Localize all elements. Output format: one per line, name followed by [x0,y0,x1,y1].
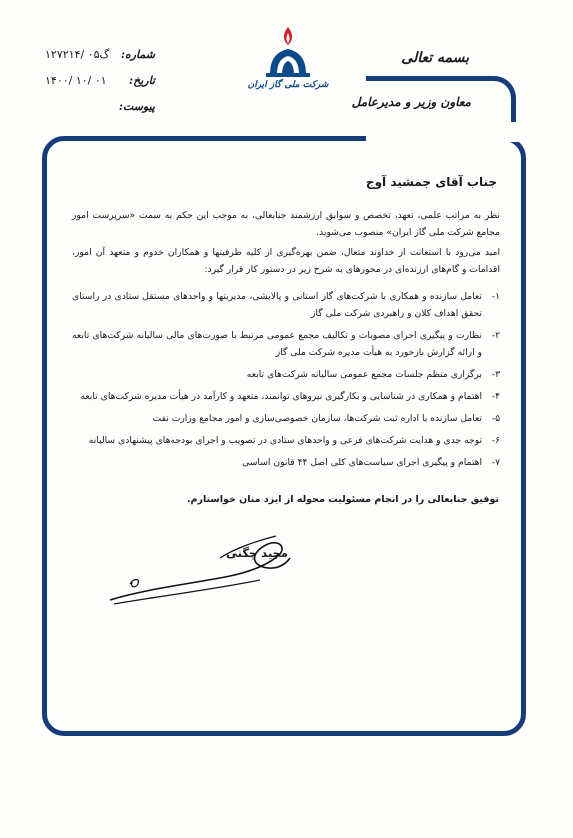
item-text: تعامل سازنده با اداره ثبت شرکت‌ها، سازمان خصوصی‌سازی و امور مجامع وزارت نفت [152,413,482,424]
list-item [72,388,500,405]
number-label: شماره: [120,48,155,61]
list-item [72,366,500,383]
list-item [72,454,500,471]
item-number: ۵- [491,413,500,424]
item-text: توجه جدی و هدایت شرکت‌های فرعی و واحدهای ستادی در تصویب و اجرای بودجه‌های پیشنهادی سالیانه [88,435,482,446]
date-value: ۱۴۰۰/ ۱۰/ ۰۱ [45,74,107,87]
item-text: نظارت و پیگیری اجرای مصوبات و تکالیف مجمع عمومی مرتبط با صورت‌های مالی سالیانه شرکت‌های تابعه و ارائه گزارش بازخورد به هیأت مدیره شرکت ملی گاز [72,330,482,358]
item-number: ۶- [491,435,500,446]
item-number: ۳- [491,369,500,380]
item-text: برگزاری منظم جلسات مجمع عمومی سالیانه شرکت‌های تابعه [246,369,482,380]
item-number: ۴- [491,391,500,402]
signatory-name: مجید چگنی [226,546,289,560]
list-item [72,432,500,449]
list-item [72,327,500,361]
item-text: اهتمام و همکاری در شناسایی و بکارگیری نیروهای توانمند، متعهد و کارآمد در هیأت مدیره شرکت‌های تابعه [80,391,482,402]
list-item [72,410,500,427]
item-number: ۲- [491,330,500,341]
number-row [45,42,155,68]
duties-list [72,288,500,476]
item-number: ۷- [491,457,500,468]
date-label: تاریخ: [129,74,155,87]
item-text: اهتمام و پیگیری اجرای سیاست‌های کلی اصل ۴۴ قانون اساسی [242,457,482,468]
item-number: ۱- [491,291,500,302]
frame-gap [366,122,536,142]
paragraph-expectations: امید می‌رود با استعانت از خداوند متعال، ضمن بهره‌گیری از کلیه ظرفیتها و همکاران خدوم و متعهد آن امور، اقدامات و گام‌های ارزنده‌ای در محورهای به شرح زیر در دستور کار قرار گیرد: [72,247,500,275]
handwritten-signature [100,518,300,618]
attachment-label: پیوست: [118,100,155,113]
closing-line: توفیق جنابعالی را در انجام مسئولیت محوله از ایزد منان خواستارم. [186,494,499,505]
logo-caption: شرکت ملی گاز ایران [247,80,329,90]
recipient-name: جناب آقای جمشید آوج [365,175,497,189]
number-value: ۱۲۷۲۱۴/ گ‌۰۵ [45,48,110,61]
bismillah-heading: بسمه تعالی [401,50,469,66]
attachment-row [45,94,155,120]
date-row [45,68,155,94]
item-text: تعامل سازنده و همکاری با شرکت‌های گاز استانی و پالایشی، مدیریتها و واحدهای مستقل ستادی در راستای تحقق اهداف کلان و راهبردی شرکت ملی گاز [72,291,482,319]
list-item [72,288,500,322]
paragraph-appointment: نظر به مراتب علمی، تعهد، تخصص و سوابق ارزشمند جنابعالی، به موجب این حکم به سمت «سرپرست امور مجامع شرکت ملی گاز ایران» منصوب می‌شوید. [72,210,500,238]
deputy-title: معاون وزیر و مدیرعامل [351,95,471,109]
letter-meta [45,42,155,120]
